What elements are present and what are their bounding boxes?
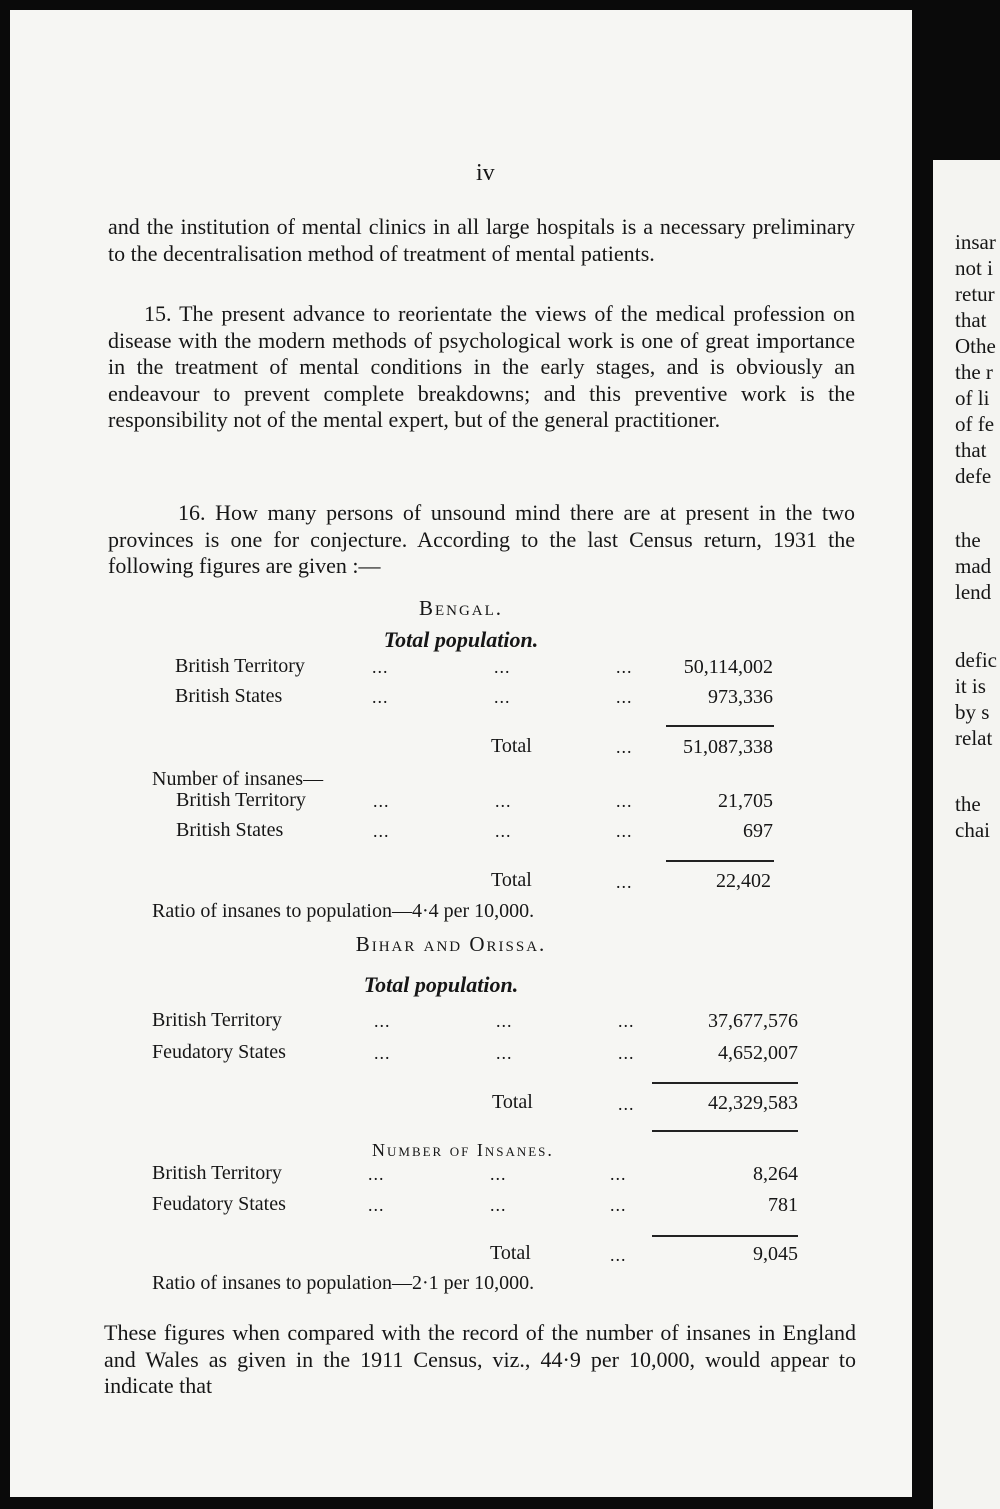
- facing-page-line: that: [955, 308, 987, 332]
- table-row-value: 37,677,576: [708, 1010, 798, 1032]
- bihar-subheading: Total population.: [363, 972, 519, 997]
- leader-dots: ...: [374, 1043, 391, 1063]
- leader-dots: ...: [490, 1195, 507, 1215]
- facing-page-line: Othe: [955, 334, 996, 358]
- facing-page-line: defic: [955, 648, 997, 672]
- facing-page-line: it is: [955, 674, 986, 698]
- leader-dots: ...: [373, 821, 390, 841]
- leader-dots: ...: [372, 687, 389, 707]
- bihar-ratio: Ratio of insanes to population—2·1 per 10,000.: [152, 1272, 535, 1294]
- table-row-label: British Territory: [152, 1162, 282, 1184]
- table-row-label: British Territory: [175, 655, 305, 677]
- facing-page-line: of li: [955, 386, 990, 410]
- table-row-value: 973,336: [708, 686, 773, 708]
- leader-dots: ...: [616, 872, 633, 892]
- sum-rule: [652, 1235, 798, 1237]
- table-row-label: Feudatory States: [152, 1193, 286, 1215]
- sum-rule: [652, 1082, 798, 1084]
- leader-dots: ...: [618, 1011, 635, 1031]
- bihar-heading: Bihar and Orissa.: [355, 932, 547, 956]
- table-row-label: British States: [176, 819, 284, 841]
- total-value: 22,402: [716, 870, 771, 892]
- table-row-value: 781: [768, 1194, 798, 1216]
- facing-page-line: mad: [955, 554, 992, 578]
- leader-dots: ...: [496, 1043, 513, 1063]
- paragraph-continuation: and the institution of mental clinics in all large hospitals is a necessary preliminary to the decentralisation method of treatment of mental patients.: [108, 214, 855, 266]
- total-value: 9,045: [753, 1243, 798, 1265]
- leader-dots: ...: [616, 737, 633, 757]
- facing-page-line: the r: [955, 360, 993, 384]
- facing-page-line: chai: [955, 818, 990, 842]
- leader-dots: ...: [372, 657, 389, 677]
- leader-dots: ...: [616, 821, 633, 841]
- paragraph-closing: These figures when compared with the record of the number of insanes in England and Wales as given in the 1911 Census, viz., 44·9 per 10,000, would appear to indicate that: [104, 1320, 856, 1398]
- facing-page-line: of fe: [955, 412, 995, 436]
- table-row-label: British Territory: [152, 1009, 282, 1031]
- table-row-value: 21,705: [718, 790, 773, 812]
- leader-dots: ...: [610, 1164, 627, 1184]
- leader-dots: ...: [374, 1011, 391, 1031]
- leader-dots: ...: [495, 791, 512, 811]
- paragraph-16: 16. How many persons of unsound mind there are at present in the two provinces is one for conjecture. According to the last Census return, 1931 the following figures are given :—: [108, 500, 855, 578]
- leader-dots: ...: [616, 687, 633, 707]
- leader-dots: ...: [616, 657, 633, 677]
- leader-dots: ...: [610, 1195, 627, 1215]
- leader-dots: ...: [495, 821, 512, 841]
- facing-page-line: relat: [955, 726, 993, 750]
- facing-page-line: by s: [955, 700, 990, 724]
- leader-dots: ...: [494, 687, 511, 707]
- leader-dots: ...: [368, 1164, 385, 1184]
- insanes-heading: Number of insanes—: [152, 768, 324, 790]
- bengal-subheading: Total population.: [383, 627, 539, 652]
- leader-dots: ...: [496, 1011, 513, 1031]
- facing-page-line: the: [955, 792, 981, 816]
- leader-dots: ...: [368, 1195, 385, 1215]
- sum-rule: [652, 1130, 798, 1132]
- leader-dots: ...: [616, 791, 633, 811]
- facing-page-line: lend: [955, 580, 992, 604]
- leader-dots: ...: [610, 1245, 627, 1265]
- facing-page-line: that: [955, 438, 987, 462]
- facing-page: [933, 160, 1000, 1509]
- book-page: [10, 10, 912, 1497]
- table-row-label: British States: [175, 685, 283, 707]
- bengal-heading: Bengal.: [418, 596, 504, 620]
- table-row-value: 50,114,002: [683, 656, 773, 678]
- facing-page-line: not i: [955, 256, 993, 280]
- facing-page-line: retur: [955, 282, 995, 306]
- total-value: 42,329,583: [708, 1092, 798, 1114]
- leader-dots: ...: [494, 657, 511, 677]
- total-label: Total: [491, 869, 532, 891]
- leader-dots: ...: [618, 1043, 635, 1063]
- total-label: Total: [490, 1242, 531, 1264]
- sum-rule: [666, 860, 774, 862]
- total-label: Total: [492, 1091, 533, 1113]
- leader-dots: ...: [373, 791, 390, 811]
- table-row-value: 4,652,007: [718, 1042, 798, 1064]
- bengal-ratio: Ratio of insanes to population—4·4 per 10,000.: [152, 900, 535, 922]
- table-row-value: 8,264: [753, 1163, 798, 1185]
- leader-dots: ...: [490, 1164, 507, 1184]
- table-row-label: British Territory: [176, 789, 306, 811]
- total-label: Total: [491, 735, 532, 757]
- leader-dots: ...: [618, 1094, 635, 1114]
- table-row-label: Feudatory States: [152, 1041, 286, 1063]
- facing-page-line: insar: [955, 230, 996, 254]
- insanes-heading: Number of Insanes.: [372, 1140, 554, 1160]
- table-row-value: 697: [743, 820, 773, 842]
- facing-page-line: the: [955, 528, 981, 552]
- page-number: iv: [476, 160, 495, 186]
- paragraph-15: 15. The present advance to reorientate the views of the medical profession on disease with the modern methods of psychological work is one of great importance in the treatment of mental conditions in the early stages, and is obviously an endeavour to prevent complete breakdowns; and this preventive work is the responsibility not of the mental expert, but of the general practitioner.: [108, 301, 855, 432]
- sum-rule: [666, 725, 774, 727]
- facing-page-line: defe: [955, 464, 992, 488]
- total-value: 51,087,338: [683, 736, 773, 758]
